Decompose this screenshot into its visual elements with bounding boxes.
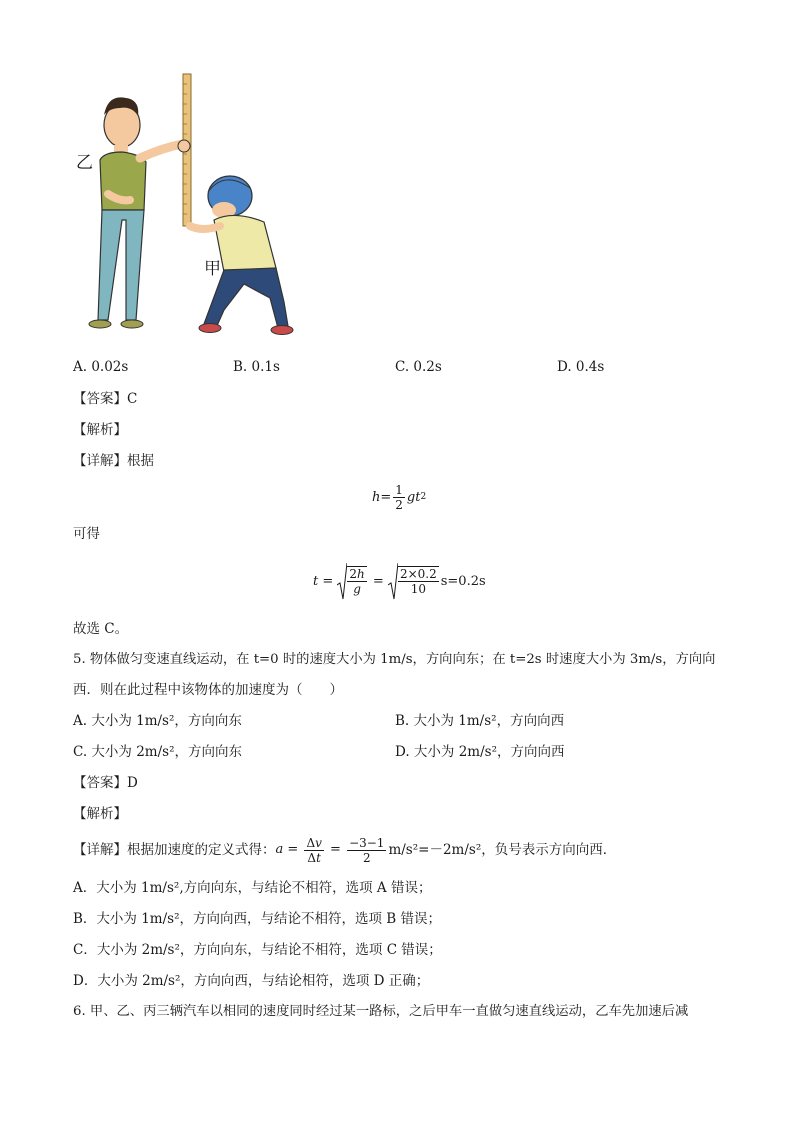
q6-stem-line-1: 6. 甲、乙、丙三辆汽车以相同的速度同时经过某一路标，之后甲车一直做匀速直线运动，乙车先加速后减: [73, 1004, 689, 1019]
q4-answer-line: [73, 390, 137, 408]
q5-judgement-d: D．大小为 2m/s²，方向向西，与结论相符，选项 D 正确；: [73, 973, 430, 989]
answer-tag: 【答案】: [73, 775, 127, 791]
q4-option-b: B. 0.1s: [233, 359, 280, 375]
q5-judgement-a: A．大小为 1m/s²,方向向东，与结论不相符，选项 A 错误；: [73, 880, 432, 896]
q5-option-a: A. 大小为 1m/s²，方向向东: [73, 713, 242, 729]
q4-formula-1: h = $\frac{1}{2}$ gt 2: [372, 482, 427, 512]
q4-option-d: D. 0.4s: [557, 359, 605, 375]
q5-answer: D: [127, 775, 138, 791]
q5-answer-line: [73, 774, 138, 792]
q5-analysis-tag: 【解析】: [73, 806, 127, 822]
q5-detail-line: [73, 830, 616, 870]
q4-formula-2-result: s=0.2s: [440, 573, 486, 589]
q4-answer: C: [127, 391, 138, 407]
q4-option-c: C. 0.2s: [395, 359, 442, 375]
q4-formula-2: t = $\frac{2h}{g}$ = $\frac{2\times 0.2}{10}$ s=0.2s: [313, 558, 486, 604]
sqrt-sign-icon: [388, 561, 398, 601]
ruler-drop-illustration: [74, 70, 304, 345]
q5-stem-line-2: 西．则在此过程中该物体的加速度为（ ）: [73, 682, 343, 698]
sqrt-sign-icon: [337, 561, 347, 601]
q4-conclusion: 故选 C。: [73, 621, 129, 637]
q5-option-c: C. 大小为 2m/s²，方向向东: [73, 744, 243, 760]
person-label-jia: 甲: [204, 259, 221, 279]
q4-detail-line: [73, 452, 154, 470]
q4-analysis-tag: 【解析】: [73, 422, 127, 438]
q4-detail-text: 根据: [127, 453, 154, 469]
q5-detail-result: m/s²=－2m/s²，负号表示方向向西．: [388, 842, 617, 858]
question-illustration: [74, 70, 304, 345]
q5-stem-line-1: 5. 物体做匀变速直线运动，在 t=0 时的速度大小为 1m/s，方向向东；在 t=2s 时速度大小为 3m/s，方向向: [73, 652, 716, 667]
answer-tag: 【答案】: [73, 391, 127, 407]
q5-option-d: D. 大小为 2m/s²，方向向西: [395, 744, 565, 760]
detail-tag: 【详解】: [73, 453, 127, 469]
q5-option-b: B. 大小为 1m/s²，方向向西: [395, 713, 565, 729]
q4-option-a: A. 0.02s: [73, 359, 129, 375]
person-label-yi: 乙: [76, 153, 93, 173]
detail-tag: 【详解】: [73, 842, 127, 858]
q5-detail-text: 根据加速度的定义式得：: [127, 842, 276, 858]
q5-judgement-c: C．大小为 2m/s²，方向向东，与结论不相符，选项 C 错误；: [73, 942, 442, 958]
q5-judgement-b: B．大小为 1m/s²，方向向西，与结论不相符，选项 B 错误；: [73, 911, 441, 927]
q5-acceleration-formula: a = $\frac{\Delta v}{\Delta t}$ = $\frac{-3-1}{2}$: [275, 835, 385, 865]
q4-derive-text: 可得: [73, 526, 100, 542]
